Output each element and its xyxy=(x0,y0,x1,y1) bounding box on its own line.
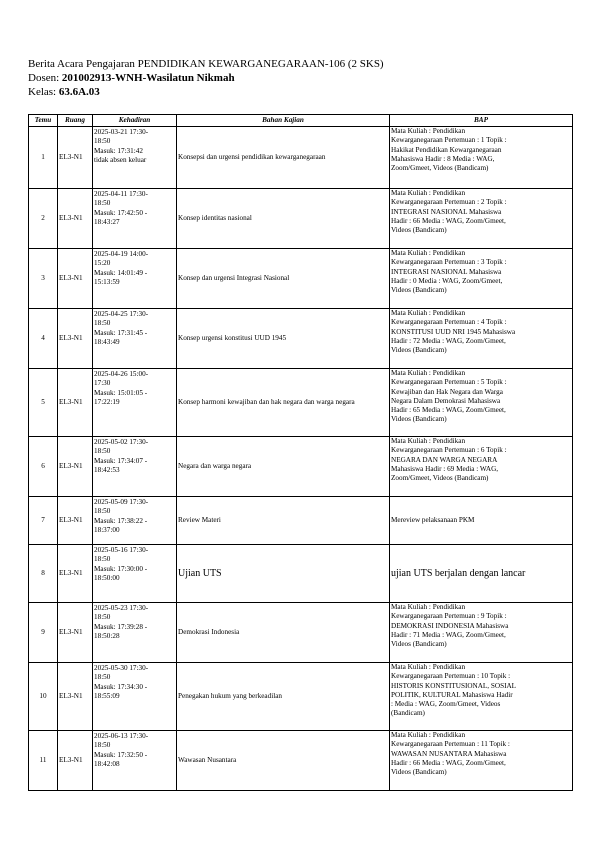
attendance-line: Masuk: 17:38:22 - xyxy=(94,516,148,525)
bap-line: Mata Kuliah : Pendidikan xyxy=(391,663,466,671)
bap-line: Hadir : 71 Media : WAG, Zoom/Gmeet, xyxy=(391,630,506,639)
bap-line: NEGARA DAN WARGA NEGARA xyxy=(391,455,498,464)
room-cell: EL3-N1 xyxy=(58,545,93,603)
bap-line: Videos (Bandicam) xyxy=(391,226,447,235)
bap-line: Mata Kuliah : Pendidikan xyxy=(391,189,466,197)
bap-line: Kewarganegaraan Pertemuan : 6 Topik : xyxy=(391,446,507,455)
attendance-line: Masuk: 17:34:07 - xyxy=(94,456,148,465)
table-row xyxy=(29,249,573,309)
study-material-cell: Konsepsi dan urgensi pendidikan kewarganegaraan xyxy=(177,127,390,189)
room-cell: EL3-N1 xyxy=(58,369,93,437)
study-material-cell: Ujian UTS xyxy=(177,545,390,603)
attendance-line: 18:50 xyxy=(94,555,111,564)
room-cell: EL3-N1 xyxy=(58,127,93,189)
attendance-line: 2025-05-02 17:30- xyxy=(94,438,149,446)
document-header xyxy=(28,57,384,99)
bap-line: INTEGRASI NASIONAL Mahasiswa xyxy=(391,207,502,216)
bap-line: Zoom/Gmeet, Videos (Bandicam) xyxy=(391,164,489,173)
bap-cell xyxy=(390,369,573,437)
column-header-bahan-kajian: Bahan Kajian xyxy=(177,115,390,127)
table-row xyxy=(29,731,573,791)
table-row xyxy=(29,545,573,603)
attendance-line: 18:50 xyxy=(94,447,111,456)
attendance-line: Masuk: 17:34:30 - xyxy=(94,682,148,691)
attendance-line: Masuk: 17:31:45 - xyxy=(94,328,148,337)
meeting-number-cell: 3 xyxy=(29,249,58,309)
course-name: PENDIDIKAN KEWARGANEGARAAN-106 (2 SKS) xyxy=(137,58,384,70)
study-material-cell: Penegakan hukum yang berkeadilan xyxy=(177,663,390,731)
class-line xyxy=(28,85,384,99)
attendance-cell xyxy=(93,731,177,791)
table-row xyxy=(29,309,573,369)
bap-line: : Media : WAG, Zoom/Gmeet, Videos xyxy=(391,700,501,709)
attendance-line: 2025-04-25 17:30- xyxy=(94,310,149,318)
bap-cell xyxy=(390,189,573,249)
bap-line: Kewarganegaraan Pertemuan : 3 Topik : xyxy=(391,258,507,267)
attendance-line: 2025-04-19 14:00- xyxy=(94,250,149,258)
meeting-number-cell: 9 xyxy=(29,603,58,663)
attendance-cell xyxy=(93,369,177,437)
lecturer-label: Dosen: xyxy=(28,72,62,84)
attendance-line: Masuk: 14:01:49 - xyxy=(94,268,148,277)
attendance-cell xyxy=(93,497,177,545)
attendance-line: 2025-06-13 17:30- xyxy=(94,732,149,740)
attendance-cell xyxy=(93,249,177,309)
attendance-line: 2025-04-26 15:00- xyxy=(94,370,149,378)
bap-line: POLITIK, KULTURAL Mahasiswa Hadir xyxy=(391,690,513,699)
bap-line: Mata Kuliah : Pendidikan xyxy=(391,603,466,611)
bap-line: Kewarganegaraan Pertemuan : 2 Topik : xyxy=(391,198,507,207)
title-prefix: Berita Acara Pengajaran xyxy=(28,58,138,70)
room-cell: EL3-N1 xyxy=(58,663,93,731)
meeting-number-cell: 6 xyxy=(29,437,58,497)
attendance-line: 18:50 xyxy=(94,137,111,146)
bap-line: Zoom/Gmeet, Videos (Bandicam) xyxy=(391,474,489,483)
attendance-line: 15:13:59 xyxy=(94,277,120,286)
bap-cell xyxy=(390,127,573,189)
study-material-cell: Konsep urgensi konstitusi UUD 1945 xyxy=(177,309,390,369)
bap-line: Mata Kuliah : Pendidikan xyxy=(391,731,466,739)
class-value: 63.6A.03 xyxy=(58,86,100,98)
meeting-number-cell: 10 xyxy=(29,663,58,731)
attendance-line: 18:42:08 xyxy=(94,759,120,768)
table-row xyxy=(29,369,573,437)
bap-line: ujian UTS berjalan dengan lancar xyxy=(391,567,526,579)
attendance-line: 2025-05-23 17:30- xyxy=(94,604,149,612)
attendance-line: tidak absen keluar xyxy=(94,155,147,164)
class-label: Kelas: xyxy=(28,86,59,98)
bap-line: WAWASAN NUSANTARA Mahasiswa xyxy=(391,749,507,758)
bap-line: KONSTITUSI UUD NRI 1945 Mahasiswa xyxy=(391,327,516,336)
bap-line: (Bandicam) xyxy=(391,709,425,718)
bap-line: Hadir : 66 Media : WAG, Zoom/Gmeet, xyxy=(391,216,506,225)
attendance-line: Masuk: 17:42:50 - xyxy=(94,208,148,217)
bap-line: Kewarganegaraan Pertemuan : 4 Topik : xyxy=(391,318,507,327)
bap-line: Mata Kuliah : Pendidikan xyxy=(391,249,466,257)
teaching-record-table xyxy=(28,114,573,791)
room-cell: EL3-N1 xyxy=(58,437,93,497)
bap-line: Mereview pelaksanaan PKM xyxy=(391,515,475,524)
attendance-line: 18:43:49 xyxy=(94,337,120,346)
table-row xyxy=(29,603,573,663)
bap-line: DEMOKRASI INDONESIA Mahasiswa xyxy=(391,621,509,630)
attendance-line: 2025-05-09 17:30- xyxy=(94,498,149,506)
study-material-cell: Konsep identitas nasional xyxy=(177,189,390,249)
column-header-kehadiran: Kehadiran xyxy=(93,115,177,127)
attendance-line: Masuk: 17:39:28 - xyxy=(94,622,148,631)
room-cell: EL3-N1 xyxy=(58,603,93,663)
study-material-cell: Demokrasi Indonesia xyxy=(177,603,390,663)
meeting-number-cell: 11 xyxy=(29,731,58,791)
title-line xyxy=(28,57,384,71)
attendance-line: 18:50 xyxy=(94,319,111,328)
room-cell: EL3-N1 xyxy=(58,249,93,309)
bap-line: Hadir : 65 Media : WAG, Zoom/Gmeet, xyxy=(391,406,506,415)
bap-cell xyxy=(390,497,573,545)
bap-line: Mahasiswa Hadir : 69 Media : WAG, xyxy=(391,464,499,473)
attendance-line: Masuk: 17:31:42 xyxy=(94,146,143,155)
meeting-number-cell: 8 xyxy=(29,545,58,603)
room-cell: EL3-N1 xyxy=(58,309,93,369)
bap-line: Hadir : 66 Media : WAG, Zoom/Gmeet, xyxy=(391,758,506,767)
room-cell: EL3-N1 xyxy=(58,189,93,249)
attendance-cell xyxy=(93,127,177,189)
attendance-line: 18:50 xyxy=(94,613,111,622)
meeting-number-cell: 4 xyxy=(29,309,58,369)
attendance-line: Masuk: 15:01:05 - xyxy=(94,388,148,397)
room-cell: EL3-N1 xyxy=(58,731,93,791)
attendance-line: 2025-05-16 17:30- xyxy=(94,546,149,554)
attendance-line: 18:43:27 xyxy=(94,217,120,226)
attendance-line: 18:50:00 xyxy=(94,573,120,582)
attendance-cell xyxy=(93,189,177,249)
bap-line: Mata Kuliah : Pendidikan xyxy=(391,127,466,135)
table-row xyxy=(29,437,573,497)
room-cell: EL3-N1 xyxy=(58,497,93,545)
bap-line: Hadir : 0 Media : WAG, Zoom/Gmeet, xyxy=(391,276,503,285)
attendance-line: 18:50 xyxy=(94,741,111,750)
table-header-row xyxy=(29,115,573,127)
attendance-line: 18:50 xyxy=(94,199,111,208)
attendance-line: Masuk: 17:32:50 - xyxy=(94,750,148,759)
bap-line: Kewajiban dan Hak Negara dan Warga xyxy=(391,387,503,396)
attendance-line: 18:55:09 xyxy=(94,691,120,700)
bap-cell xyxy=(390,437,573,497)
attendance-line: 2025-03-21 17:30- xyxy=(94,128,149,136)
study-material-cell: Review Materi xyxy=(177,497,390,545)
attendance-line: 18:50:28 xyxy=(94,631,120,640)
bap-line: Videos (Bandicam) xyxy=(391,768,447,777)
attendance-line: 15:20 xyxy=(94,259,111,268)
attendance-cell xyxy=(93,309,177,369)
bap-cell xyxy=(390,663,573,731)
bap-line: INTEGRASI NASIONAL Mahasiswa xyxy=(391,267,502,276)
attendance-line: 18:50 xyxy=(94,673,111,682)
attendance-line: 18:37:00 xyxy=(94,525,120,534)
study-material-cell: Wawasan Nusantara xyxy=(177,731,390,791)
study-material-cell: Konsep dan urgensi Integrasi Nasional xyxy=(177,249,390,309)
bap-line: Kewarganegaraan Pertemuan : 5 Topik : xyxy=(391,378,507,387)
bap-line: Kewarganegaraan Pertemuan : 11 Topik : xyxy=(391,740,510,749)
bap-line: Hakikat Pendidikan Kewarganegaraan xyxy=(391,145,502,154)
lecturer-line xyxy=(28,71,384,85)
bap-line: Mata Kuliah : Pendidikan xyxy=(391,309,466,317)
bap-line: Mata Kuliah : Pendidikan xyxy=(391,369,466,377)
table-row xyxy=(29,127,573,189)
bap-line: Videos (Bandicam) xyxy=(391,640,447,649)
column-header-bap: BAP xyxy=(390,115,573,127)
meeting-number-cell: 2 xyxy=(29,189,58,249)
column-header-temu: Temu xyxy=(29,115,58,127)
bap-line: Negara Dalam Demokrasi Mahasiswa xyxy=(391,396,501,405)
attendance-line: 2025-05-30 17:30- xyxy=(94,664,149,672)
bap-line: Kewarganegaraan Pertemuan : 1 Topik : xyxy=(391,136,507,145)
bap-line: Kewarganegaraan Pertemuan : 10 Topik : xyxy=(391,672,511,681)
table-row xyxy=(29,189,573,249)
bap-cell xyxy=(390,731,573,791)
lecturer-value: 201002913-WNH-Wasilatun Nikmah xyxy=(61,72,235,84)
bap-line: Videos (Bandicam) xyxy=(391,346,447,355)
meeting-number-cell: 1 xyxy=(29,127,58,189)
attendance-cell xyxy=(93,603,177,663)
attendance-line: 2025-04-11 17:30- xyxy=(94,190,148,198)
bap-line: HISTORIS KONSTITUSIONAL, SOSIAL xyxy=(391,681,517,690)
table-body xyxy=(29,127,573,791)
bap-cell xyxy=(390,309,573,369)
bap-line: Videos (Bandicam) xyxy=(391,286,447,295)
attendance-line: 18:50 xyxy=(94,507,111,516)
study-material-cell: Konsep harmoni kewajiban dan hak negara dan warga negara xyxy=(177,369,390,437)
attendance-cell xyxy=(93,545,177,603)
bap-line: Mata Kuliah : Pendidikan xyxy=(391,437,466,445)
attendance-cell xyxy=(93,663,177,731)
column-header-ruang: Ruang xyxy=(58,115,93,127)
table-row xyxy=(29,497,573,545)
attendance-line: 17:30 xyxy=(94,379,111,388)
study-material-cell: Negara dan warga negara xyxy=(177,437,390,497)
bap-line: Videos (Bandicam) xyxy=(391,415,447,424)
bap-cell xyxy=(390,545,573,603)
bap-cell xyxy=(390,249,573,309)
bap-line: Mahasiswa Hadir : 8 Media : WAG, xyxy=(391,154,495,163)
meeting-number-cell: 7 xyxy=(29,497,58,545)
bap-cell xyxy=(390,603,573,663)
bap-line: Kewarganegaraan Pertemuan : 9 Topik : xyxy=(391,612,507,621)
attendance-line: 18:42:53 xyxy=(94,465,120,474)
table-row xyxy=(29,663,573,731)
attendance-line: Masuk: 17:30:00 - xyxy=(94,564,148,573)
attendance-line: 17:22:19 xyxy=(94,397,120,406)
bap-line: Hadir : 72 Media : WAG, Zoom/Gmeet, xyxy=(391,336,506,345)
meeting-number-cell: 5 xyxy=(29,369,58,437)
attendance-cell xyxy=(93,437,177,497)
